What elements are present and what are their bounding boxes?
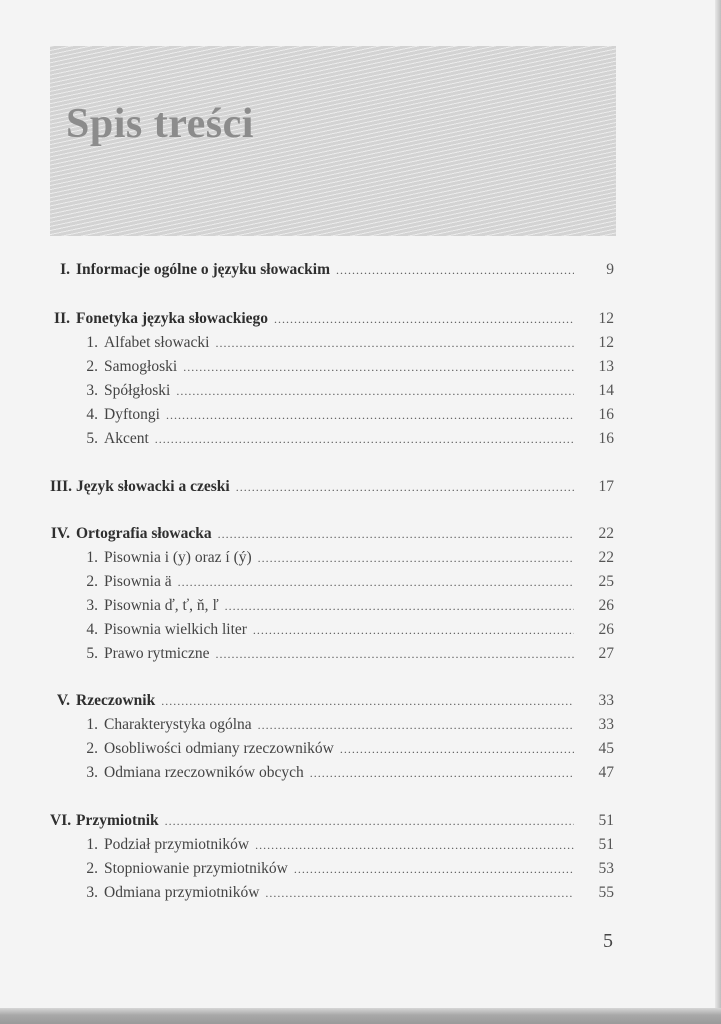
toc-section[interactable] [50, 334, 614, 358]
toc-chapter[interactable] [50, 692, 614, 716]
entry-number: 1. [86, 716, 98, 733]
leader-dots [218, 527, 574, 542]
leader-dots [294, 862, 574, 877]
toc-section[interactable] [50, 884, 614, 908]
toc-chapter[interactable] [50, 310, 614, 334]
entry-title: Rzeczownik [76, 692, 156, 709]
toc-section[interactable] [50, 597, 614, 621]
leader-dots [215, 647, 574, 662]
entry-number: IV. [50, 525, 70, 542]
entry-title: Fonetyka języka słowackiego [76, 310, 269, 327]
entry-title: Akcent [104, 430, 149, 447]
toc-chapter[interactable] [50, 478, 614, 502]
toc-chapter[interactable] [50, 261, 614, 285]
entry-page: 14 [598, 382, 614, 399]
toc-section[interactable] [50, 430, 614, 454]
entry-page: 33 [598, 692, 614, 709]
entry-page: 27 [598, 645, 614, 662]
entry-page: 16 [598, 406, 614, 423]
entry-page: 51 [598, 836, 614, 853]
entry-page: 55 [598, 884, 614, 901]
toc-section[interactable] [50, 549, 614, 573]
entry-title: Dyftongi [104, 406, 160, 423]
entry-title: Stopniowanie przymiotników [104, 860, 288, 877]
leader-dots [336, 263, 574, 278]
entry-title: Informacje ogólne o języku słowackim [76, 261, 330, 278]
entry-number: 4. [86, 406, 98, 423]
entry-page: 17 [598, 478, 614, 495]
toc-section[interactable] [50, 382, 614, 406]
entry-number: 4. [86, 621, 98, 638]
entry-page: 26 [598, 621, 614, 638]
leader-dots [265, 886, 574, 901]
leader-dots [155, 432, 574, 447]
toc-section[interactable] [50, 406, 614, 430]
leader-dots [255, 838, 574, 853]
entry-title: Podział przymiotników [104, 836, 250, 853]
leader-dots [215, 336, 574, 351]
entry-page: 12 [598, 334, 614, 351]
entry-number: 5. [86, 430, 98, 447]
leader-dots [183, 360, 574, 375]
entry-page: 12 [598, 310, 614, 327]
leader-dots [310, 766, 574, 781]
entry-number: III. [50, 478, 72, 495]
entry-page: 51 [598, 812, 614, 829]
toc-chapter[interactable] [50, 812, 614, 836]
entry-page: 26 [598, 597, 614, 614]
entry-number: VI. [50, 812, 72, 829]
entry-title: Odmiana przymiotników [104, 884, 260, 901]
entry-title: Pisownia wielkich liter [104, 621, 247, 638]
entry-title: Pisownia ď, ť, ň, ľ [104, 597, 219, 614]
leader-dots [236, 480, 574, 495]
page-title: Spis treści [66, 101, 254, 147]
entry-title: Przymiotnik [76, 812, 159, 829]
entry-number: 3. [86, 597, 98, 614]
entry-number: I. [60, 261, 70, 278]
entry-number: 3. [86, 382, 98, 399]
leader-dots [166, 408, 574, 423]
leader-dots [258, 718, 574, 733]
toc-section[interactable] [50, 645, 614, 669]
entry-page: 25 [598, 573, 614, 590]
toc-section[interactable] [50, 358, 614, 382]
entry-number: 2. [86, 573, 98, 590]
entry-title: Język słowacki a czeski [76, 478, 230, 495]
toc-section[interactable] [50, 764, 614, 788]
entry-page: 16 [598, 430, 614, 447]
entry-title: Prawo rytmiczne [104, 645, 210, 662]
entry-number: 3. [86, 884, 98, 901]
entry-number: II. [54, 310, 70, 327]
toc-section[interactable] [50, 740, 614, 764]
entry-page: 45 [598, 740, 614, 757]
entry-number: V. [56, 692, 70, 709]
toc-section[interactable] [50, 836, 614, 860]
entry-number: 1. [86, 549, 98, 566]
leader-dots [225, 599, 574, 614]
toc-chapter[interactable] [50, 525, 614, 549]
entry-number: 2. [86, 358, 98, 375]
entry-title: Pisownia i (y) oraz í (ý) [104, 549, 252, 566]
entry-title: Spółgłoski [104, 382, 171, 399]
leader-dots [340, 742, 574, 757]
entry-title: Charakterystyka ogólna [104, 716, 252, 733]
page-number: 5 [603, 930, 613, 952]
leader-dots [253, 623, 574, 638]
entry-title: Osobliwości odmiany rzeczowników [104, 740, 334, 757]
entry-number: 3. [86, 764, 98, 781]
leader-dots [165, 814, 574, 829]
entry-title: Odmiana rzeczowników obcych [104, 764, 304, 781]
toc-section[interactable] [50, 716, 614, 740]
leader-dots [176, 384, 574, 399]
entry-number: 2. [86, 860, 98, 877]
toc-section[interactable] [50, 621, 614, 645]
entry-title: Samogłoski [104, 358, 178, 375]
entry-page: 47 [598, 764, 614, 781]
entry-page: 22 [598, 549, 614, 566]
entry-page: 22 [598, 525, 614, 542]
entry-number: 5. [86, 645, 98, 662]
entry-number: 2. [86, 740, 98, 757]
toc-section[interactable] [50, 860, 614, 884]
entry-page: 33 [598, 716, 614, 733]
leader-dots [258, 551, 574, 566]
entry-page: 13 [598, 358, 614, 375]
toc-section[interactable] [50, 573, 614, 597]
leader-dots [161, 694, 574, 709]
entry-number: 1. [86, 836, 98, 853]
entry-page: 9 [606, 261, 614, 278]
entry-title: Ortografia słowacka [76, 525, 212, 542]
leader-dots [274, 312, 574, 327]
leader-dots [178, 575, 574, 590]
entry-title: Alfabet słowacki [104, 334, 210, 351]
entry-title: Pisownia ä [104, 573, 172, 590]
entry-page: 53 [598, 860, 614, 877]
entry-number: 1. [86, 334, 98, 351]
